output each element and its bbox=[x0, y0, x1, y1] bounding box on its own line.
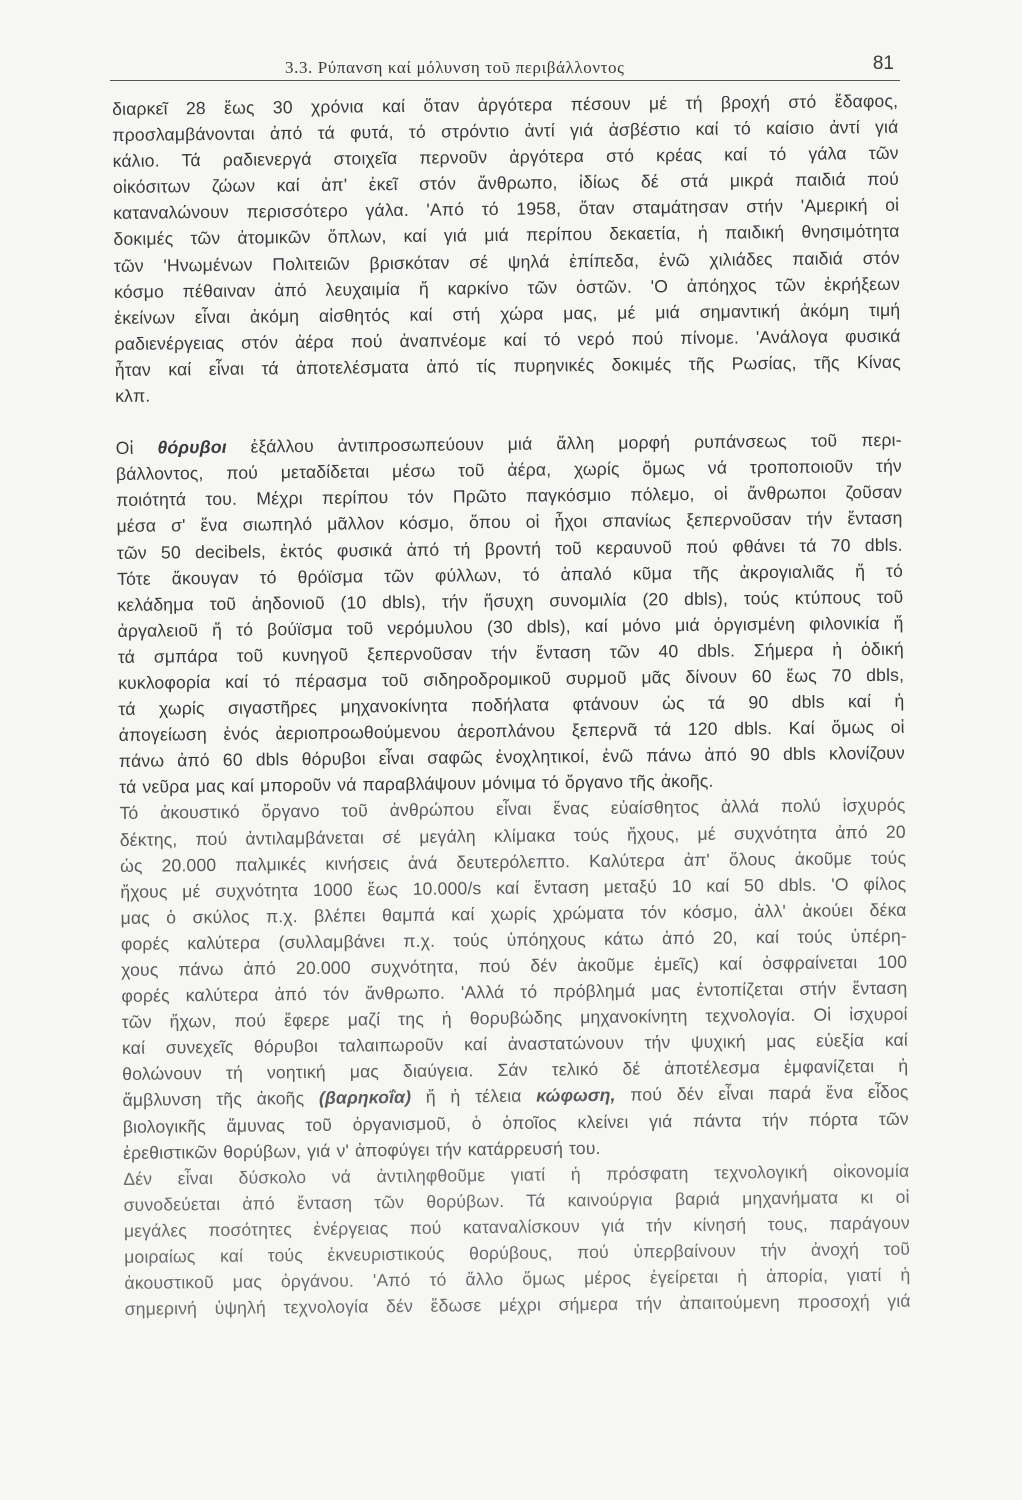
text-line: μοιραίως καί τούς ἐκνευριστικούς θορύβους, πού ὑπερβαίνουν τήν ἀνοχή τοῦ bbox=[124, 1238, 911, 1267]
text-line: Τότε ἄκουγαν τό θρόϊσμα τῶν φύλλων, τό ἁπαλό κῦμα τῆς ἀκρογιαλιᾶς ἤ τό bbox=[116, 560, 904, 589]
text-line: τά σμπάρα τοῦ κυνηγοῦ ξεπερνοῦσαν τήν ἔνταση τῶν 40 dbls. Σήμερα ἡ ὁδική bbox=[117, 638, 904, 667]
text-line: ἀπογείωση ἑνός ἀεριοπροωθούμενου ἀεροπλάνου ξεπερνᾶ τά 120 dbls. Καί ὅμως οἱ bbox=[118, 716, 905, 746]
text-line: φορές καλύτερα (συλλαμβάνει π.χ. τούς ὑπόηχους κάτω ἀπό 20, καί τούς ὑπέρη- bbox=[120, 925, 907, 954]
term-noises: θόρυβοι bbox=[157, 436, 227, 458]
text-line: μας ὁ σκύλος π.χ. βλέπει θαμπά καί χωρίς χρώματα τόν κόσμο, ἀλλ' ἀκούει δέκα bbox=[120, 899, 907, 928]
text-line: μέσα σ' ἕνα σιωπηλό μᾶλλον κόσμο, ὅπου οἱ ἦχοι σπανίως ξεπερνοῦσαν τήν ἔνταση bbox=[116, 508, 903, 537]
text-line: τῶν 'Ηνωμένων Πολιτειῶν βρισκόταν σέ ψηλά ἐπίπεδα, ἐνῶ χιλιάδες παιδιά στόν bbox=[113, 247, 900, 276]
text-line: κάλιο. Τά ραδιενεργά στοιχεῖα περνοῦν ἀργότερα στό κρέας καί τό γάλα τῶν bbox=[112, 142, 899, 172]
line-end: πού δέν εἶναι παρά ἕνα εἶδος bbox=[615, 1082, 909, 1106]
text-line: Τό ἀκουστικό ὄργανο τοῦ ἀνθρώπου εἶναι ἕνας εὐαίσθητος ἀλλά πολύ ἰσχυρός bbox=[119, 795, 906, 824]
line-start: ἄμβλυνση τῆς ἀκοῆς bbox=[122, 1088, 320, 1111]
text-line: μεγάλες ποσότητες ἐνέργειας πού καταναλίσκουν γιά τήν κίνησή τους, παράγουν bbox=[123, 1212, 910, 1241]
running-header bbox=[110, 50, 900, 81]
text-line: δοκιμές τῶν ἀτομικῶν ὅπλων, καί γιά μιά περίπου δεκαετία, ἡ παιδική θνησιμότητα bbox=[113, 221, 900, 250]
text-line: ἐρεθιστικῶν θορύβων, γιά ν' ἀποφύγει τήν κατάρρευσή του. bbox=[122, 1137, 601, 1163]
text-line: ραδιενέργειας στόν ἀέρα πού ἀναπνέομε καί τό νερό πού πίνομε. 'Ανάλογα φυσικά bbox=[114, 325, 901, 354]
line-rest: ἐξάλλου ἀντιπροσωπεύουν μιά ἄλλη μορφή ρυπάνσεως τοῦ περι- bbox=[226, 429, 902, 457]
text-line: τά χωρίς σιγαστῆρες μηχανοκίνητα ποδήλατα φτάνουν ὡς τά 90 dbls καί ἡ bbox=[118, 690, 905, 720]
text-line: ἐκείνων εἶναι ἀκόμη αἰσθητός καί στή χώρα μας, μέ μιά σημαντική ἀκόμη τιμή bbox=[114, 299, 901, 328]
text-line: τῶν 50 decibels, ἐκτός φυσικά ἀπό τή βροντή τοῦ κεραυνοῦ πού φθάνει τά 70 dbls. bbox=[116, 534, 903, 563]
text-line: ποιότητά του. Μέχρι περίπου τόν Πρῶτο παγκόσμιο πόλεμο, οἱ ἄνθρωποι ζοῦσαν bbox=[116, 482, 903, 511]
text-line: βιολογικῆς ἄμυνας τοῦ ὀργανισμοῦ, ὁ ὁποῖος κλείνει γιά πάντα τήν πόρτα τῶν bbox=[122, 1108, 909, 1137]
paragraph-3 bbox=[119, 792, 909, 1166]
text-line: τῶν ἤχων, πού ἔφερε μαζί της ἡ θορυβώδης μηχανοκίνητη τεχνολογία. Οἱ ἰσχυροί bbox=[121, 1003, 908, 1033]
text-line: καταναλώνουν περισσότερο γάλα. 'Από τό 1958, ὅταν σταμάτησαν στήν 'Αμερική οἱ bbox=[113, 195, 900, 224]
text-line: διαρκεῖ 28 ἕως 30 χρόνια καί ὅταν ἀργότερα πέσουν μέ τή βροχή στό ἔδαφος, bbox=[112, 90, 899, 119]
text-line: ἤχους μέ συχνότητα 1000 ἕως 10.000/s καί ἔνταση μεταξύ 10 καί 50 dbls. 'Ο φίλος bbox=[120, 873, 907, 902]
text-line: χους πάνω ἀπό 20.000 συχνότητα, πού δέν ἀκοῦμε ἐμεῖς) καί ὀσφραίνεται 100 bbox=[121, 951, 908, 980]
text-line: φορές καλύτερα ἀπό τόν ἄνθρωπο. 'Αλλά τό πρόβλημά μας ἐντοπίζεται στήν ἔνταση bbox=[121, 977, 908, 1007]
text-line: ἦταν καί εἶναι τά ἀποτελέσματα ἀπό τίς πυρηνικές δοκιμές τῆς Ρωσίας, τῆς Κίνας bbox=[114, 351, 901, 380]
text-line: κλπ. bbox=[115, 385, 151, 407]
text-line: δέκτης, πού ἀντιλαμβάνεται σέ μεγάλη κλίμακα τούς ἤχους, μέ συχνότητα ἀπό 20 bbox=[119, 821, 906, 850]
text-line: κελάδημα τοῦ ἀηδονιοῦ (10 dbls), τήν ἥσυχη συνομιλία (20 dbls), τούς κτύπους τοῦ bbox=[117, 586, 904, 615]
text-line: θολώνουν τή νοητική μας διαύγεια. Σάν τελικό δέ ἀποτέλεσμα ἐμφανίζεται ἡ bbox=[122, 1056, 909, 1085]
text-line: κυκλοφορία καί τό πέρασμα τοῦ σιδηροδρομικοῦ συρμοῦ μᾶς δίνουν 60 ἕως 70 dbls, bbox=[118, 664, 905, 693]
text-line: ἀργαλειοῦ ἤ τό βούϊσμα τοῦ νερόμυλου (30 dbls), καί μόνο μιά ὀργισμένη φιλονικία ἤ bbox=[117, 612, 904, 641]
text-line: καί συνεχεῖς θόρυβοι ταλαιπωροῦν καί ἀναστατώνουν τήν ψυχική μας εὐεξία καί bbox=[121, 1029, 909, 1059]
term-hearing-loss: (βαρηκοΐα) bbox=[318, 1087, 412, 1109]
paragraph-2 bbox=[116, 427, 906, 801]
text-line: πάνω ἀπό 60 dbls θόρυβοι εἶναι σαφῶς ἐνοχλητικοί, ἐνῶ πάνω ἀπό 90 dbls κλονίζουν bbox=[118, 742, 906, 772]
paragraph-1 bbox=[112, 88, 901, 409]
term-deafness: κώφωση, bbox=[536, 1085, 616, 1107]
body-text bbox=[112, 88, 911, 1322]
text-line: οἰκόσιτων ζώων καί ἀπ' ἐκεῖ στόν ἄνθρωπο, ἰδίως δέ στά μικρά παιδιά πού bbox=[112, 169, 900, 198]
page-number: 81 bbox=[872, 53, 894, 74]
text-line: συνοδεύεται ἀπό ἔνταση τῶν θορύβων. Τά καινούργια βαριά μηχανήματα κι οἱ bbox=[123, 1186, 910, 1215]
paragraph-4 bbox=[123, 1157, 911, 1322]
text-line: βάλλοντος, πού μεταδίδεται μέσω τοῦ ἀέρα, χωρίς ὅμως νά τροποποιοῦν τήν bbox=[115, 455, 903, 485]
text-line: ὡς 20.000 παλμικές κινήσεις ἀνά δευτερόλεπτο. Καλύτερα ἀπ' ὅλους ἀκοῦμε τούς bbox=[119, 847, 907, 876]
text-line: κόσμο πέθαιναν ἀπό λευχαιμία ἤ καρκίνο τῶν ὀστῶν. 'Ο ἀπόηχος τῶν ἐκρήξεων bbox=[113, 273, 901, 302]
text-line: Δέν εἶναι δύσκολο νά ἀντιληφθοῦμε γιατί ἡ πρόσφατη τεχνολογική οἰκονομία bbox=[123, 1160, 910, 1189]
chapter-title: 3.3. Ρύπανση καί μόλυνση τοῦ περιβάλλοντος bbox=[285, 58, 625, 77]
text-line: τά νεῦρα μας καί μποροῦν νά παραβλάψουν μόνιμα τό ὄργανο τῆς ἀκοῆς. bbox=[119, 771, 714, 798]
text-line: προσλαμβάνονται ἀπό τά φυτά, τό στρόντιο ἀντί γιά ἀσβέστιο καί τό καίσιο ἀντί γιά bbox=[112, 116, 899, 146]
text-line: σημερινή ὑψηλή τεχνολογία δέν ἔδωσε μέχρι σήμερα τήν ἀπαιτούμενη προσοχή γιά bbox=[124, 1290, 911, 1320]
line-lead: Οἱ bbox=[115, 437, 158, 459]
text-line: ἀκουστικοῦ μας ὀργάνου. 'Από τό ἄλλο ὅμως μέρος ἐγείρεται ἡ ἀπορία, γιατί ἡ bbox=[124, 1264, 911, 1294]
line-middle: ἤ ἡ τέλεια bbox=[411, 1086, 537, 1108]
